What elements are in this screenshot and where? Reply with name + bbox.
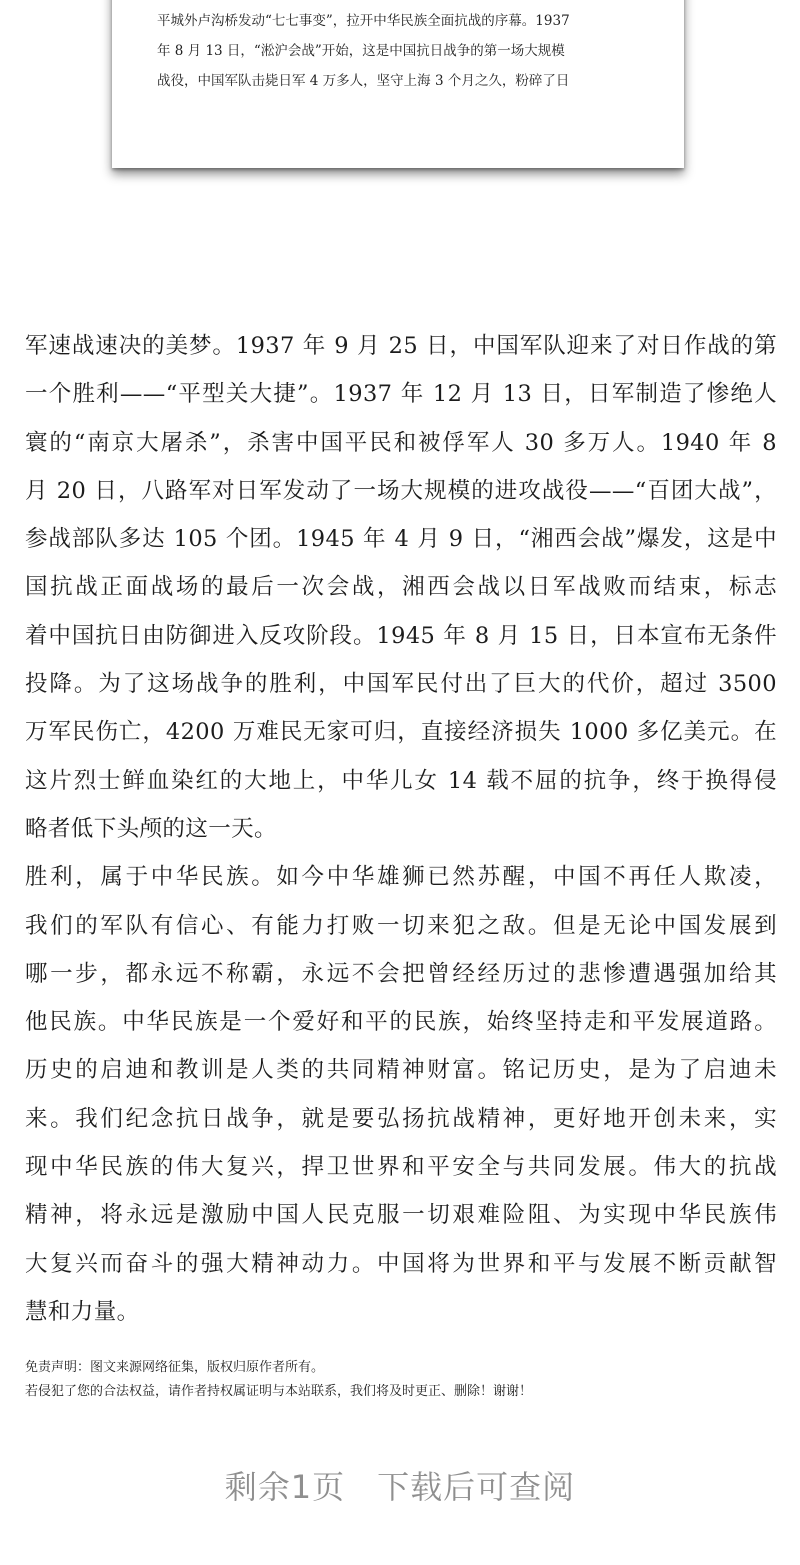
- excerpt-line: 战役，中国军队击毙日军 4 万多人，坚守上海 3 个月之久，粉碎了日: [157, 73, 570, 89]
- body-line: 寰的“南京大屠杀”，杀害中国平民和被俘军人 30 多万人。1940 年 8: [25, 429, 777, 456]
- body-line: 现中华民族的伟大复兴，捍卫世界和平安全与共同发展。伟大的抗战: [25, 1154, 777, 1181]
- body-line: 慧和力量。: [25, 1298, 140, 1325]
- excerpt-line: 平城外卢沟桥发动“七七事变”，拉开中华民族全面抗战的序幕。1937: [157, 13, 570, 29]
- body-line: 月 20 日，八路军对日军发动了一场大规模的进攻战役——“百团大战”，: [25, 477, 777, 504]
- body-line: 投降。为了这场战争的胜利，中国军民付出了巨大的代价，超过 3500: [25, 671, 777, 698]
- remaining-pages-label[interactable]: 剩余1页: [224, 1468, 346, 1506]
- excerpt-line: 年 8 月 13 日，“淞沪会战”开始，这是中国抗日战争的第一场大规模: [157, 43, 565, 59]
- disclaimer-line: 免责声明：图文来源网络征集，版权归原作者所有。: [25, 1360, 325, 1375]
- body-line: 他民族。中华民族是一个爱好和平的民族，始终坚持走和平发展道路。: [25, 1009, 777, 1036]
- disclaimer-line: 若侵犯了您的合法权益，请作者持权属证明与本站联系，我们将及时更正、删除！谢谢！: [25, 1384, 533, 1399]
- disclaimer: [25, 1356, 785, 1404]
- body-line: 哪一步，都永远不称霸，永远不会把曾经经历过的悲惨遭遇强加给其: [25, 960, 777, 987]
- body-line: 一个胜利——“平型关大捷”。1937 年 12 月 13 日，日军制造了惨绝人: [25, 381, 777, 408]
- body-line: 我们的军队有信心、有能力打败一切来犯之敌。但是无论中国发展到: [25, 912, 777, 939]
- body-line: 精神，将永远是激励中国人民克服一切艰难险阻、为实现中华民族伟: [25, 1202, 777, 1229]
- download-hint-label[interactable]: 下载后可查阅: [377, 1468, 576, 1506]
- body-line: 略者低下头颅的这一天。: [25, 815, 277, 842]
- article-body: [25, 322, 777, 1336]
- body-line: 着中国抗日由防御进入反攻阶段。1945 年 8 月 15 日，日本宣布无条件: [25, 622, 777, 649]
- body-line: 这片烈士鲜血染红的大地上，中华儿女 14 载不屈的抗争，终于换得侵: [25, 767, 777, 794]
- body-line: 大复兴而奋斗的强大精神动力。中国将为世界和平与发展不断贡献智: [25, 1250, 777, 1277]
- body-line: 参战部队多达 105 个团。1945 年 4 月 9 日，“湘西会战”爆发，这是中: [25, 526, 777, 553]
- body-line: 万军民伤亡，4200 万难民无家可归，直接经济损失 1000 多亿美元。在: [25, 719, 777, 746]
- excerpt-card: [112, 0, 684, 168]
- body-line: 来。我们纪念抗日战争，就是要弘扬抗战精神，更好地开创未来，实: [25, 1105, 777, 1132]
- excerpt-text: [157, 6, 646, 96]
- body-line: 胜利，属于中华民族。如今中华雄狮已然苏醒，中国不再任人欺凌，: [25, 864, 777, 891]
- body-line: 国抗战正面战场的最后一次会战，湘西会战以日军战败而结束，标志: [25, 574, 777, 601]
- download-prompt[interactable]: [0, 1462, 800, 1512]
- body-line: 历史的启迪和教训是人类的共同精神财富。铭记历史，是为了启迪未: [25, 1057, 777, 1084]
- body-line: 军速战速决的美梦。1937 年 9 月 25 日，中国军队迎来了对日作战的第: [25, 333, 777, 359]
